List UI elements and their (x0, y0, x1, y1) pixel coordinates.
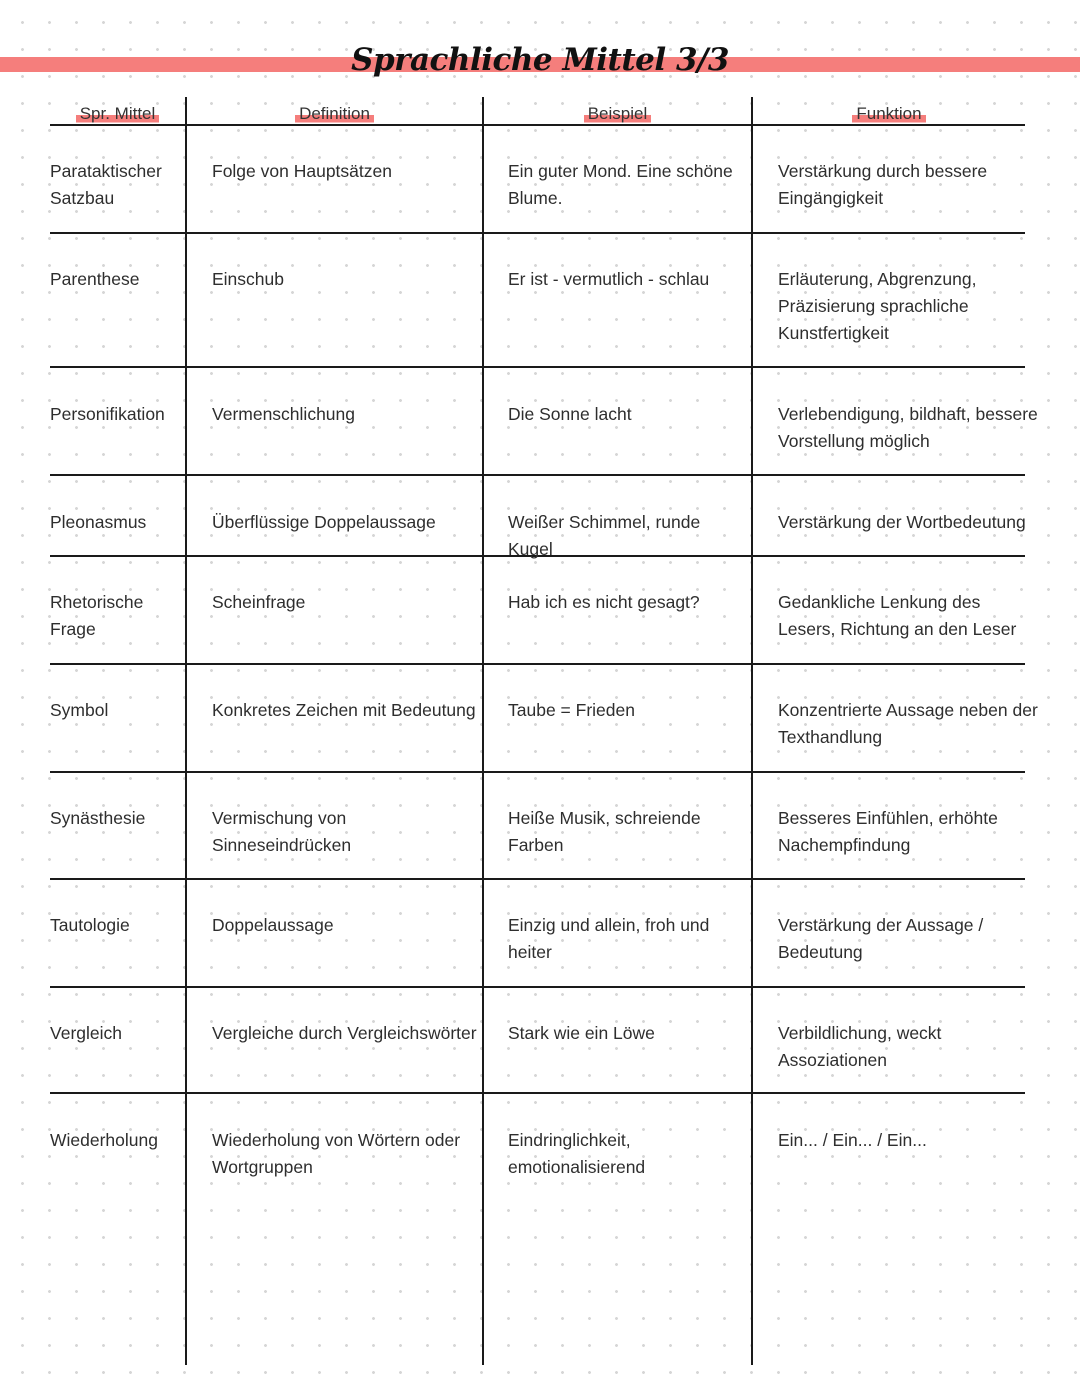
cell-beispiel: Eindringlichkeit, emotionalisierend (508, 1130, 646, 1177)
row-divider (50, 878, 1025, 880)
header-funktion: Funktion (753, 103, 1025, 125)
cell-funktion: Besseres Einfühlen, erhöhte Nachempfindung (778, 808, 998, 855)
column-divider (482, 97, 484, 1365)
header-beispiel: Beispiel (484, 103, 751, 125)
cell-mittel: Parenthese (50, 269, 140, 289)
cell-beispiel: Stark wie ein Löwe (508, 1023, 655, 1043)
row-divider (50, 232, 1025, 234)
cell-funktion: Verstärkung durch bessere Eingängigkeit (778, 161, 988, 208)
header-definition: Definition (187, 103, 482, 125)
cell-funktion: Verbildlichung, weckt Assoziationen (778, 1023, 942, 1070)
cell-beispiel: Einzig und allein, froh und heiter (508, 915, 710, 962)
cell-definition: Scheinfrage (212, 592, 306, 612)
cell-definition: Vergleiche durch Vergleichswörter (212, 1023, 477, 1043)
cell-funktion: Verstärkung der Wortbedeutung (778, 512, 1026, 532)
row-divider (50, 771, 1025, 773)
cell-mittel: Vergleich (50, 1023, 122, 1043)
cell-definition: Vermenschlichung (212, 404, 355, 424)
row-divider (50, 366, 1025, 368)
cell-beispiel: Ein guter Mond. Eine schöne Blume. (508, 161, 733, 208)
cell-beispiel: Hab ich es nicht gesagt? (508, 592, 700, 612)
page-title: Sprachliche Mittel 3/3 (351, 42, 729, 78)
stylistic-devices-table (50, 97, 1038, 1365)
cell-funktion: Erläuterung, Abgrenzung, Präzisierung sprachliche Kunstfertigkeit (778, 269, 977, 343)
cell-mittel: Parataktischer Satzbau (50, 161, 162, 208)
cell-mittel: Pleonasmus (50, 512, 147, 532)
cell-beispiel: Taube = Frieden (508, 700, 635, 720)
cell-definition: Überflüssige Doppelaussage (212, 512, 436, 532)
cell-definition: Doppelaussage (212, 915, 334, 935)
cell-funktion: Verlebendigung, bildhaft, bessere Vorstellung möglich (778, 404, 1038, 451)
cell-beispiel: Heiße Musik, schreiende Farben (508, 808, 701, 855)
cell-definition: Wiederholung von Wörtern oder Wortgruppen (212, 1130, 461, 1177)
cell-funktion: Verstärkung der Aussage / Bedeutung (778, 915, 984, 962)
cell-beispiel: Weißer Schimmel, runde Kugel (508, 512, 701, 559)
row-divider (50, 663, 1025, 665)
header-divider (50, 124, 1025, 126)
header-mittel: Spr. Mittel (50, 103, 185, 125)
row-divider (50, 986, 1025, 988)
row-divider (50, 474, 1025, 476)
cell-funktion: Konzentrierte Aussage neben der Texthandlung (778, 700, 1038, 747)
row-divider (50, 1092, 1025, 1094)
cell-mittel: Synästhesie (50, 808, 146, 828)
cell-mittel: Personifikation (50, 404, 165, 424)
cell-mittel: Rhetorische Frage (50, 592, 144, 639)
cell-definition: Einschub (212, 269, 284, 289)
cell-definition: Folge von Hauptsätzen (212, 161, 392, 181)
column-divider (185, 97, 187, 1365)
cell-beispiel: Die Sonne lacht (508, 404, 632, 424)
cell-funktion: Gedankliche Lenkung des Lesers, Richtung an den Leser (778, 592, 1017, 639)
cell-definition: Vermischung von Sinneseindrücken (212, 808, 352, 855)
cell-mittel: Symbol (50, 700, 109, 720)
cell-mittel: Tautologie (50, 915, 130, 935)
cell-beispiel: Er ist - vermutlich - schlau (508, 269, 710, 289)
cell-definition: Konkretes Zeichen mit Bedeutung (212, 700, 476, 720)
column-divider (751, 97, 753, 1365)
cell-mittel: Wiederholung (50, 1130, 158, 1150)
cell-funktion: Ein... / Ein... / Ein... (778, 1130, 927, 1150)
